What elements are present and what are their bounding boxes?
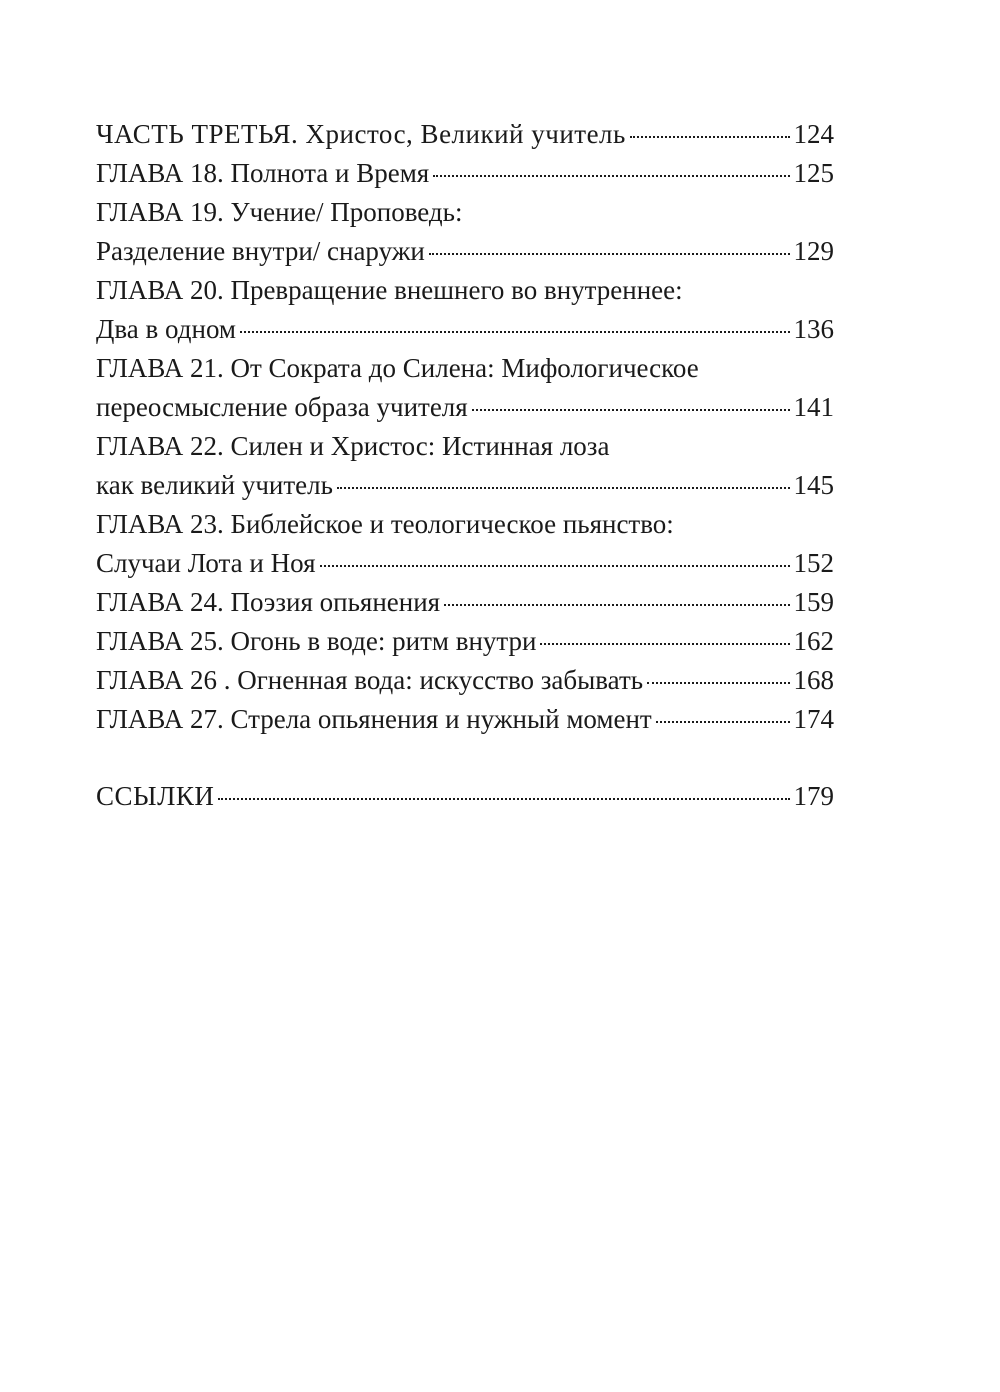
toc-entry-chapter-19 xyxy=(96,193,834,271)
toc-entry-title-continued: Случаи Лота и Ноя xyxy=(96,548,316,578)
toc-entry-title: ГЛАВА 22. Силен и Христос: Истинная лоза xyxy=(96,431,610,461)
dot-leader xyxy=(656,721,790,723)
toc-entry-title: ГЛАВА 27. Стрела опьянения и нужный момент xyxy=(96,704,652,734)
toc-entry-title-continued: переосмысление образа учителя xyxy=(96,392,468,422)
toc-entry-chapter-22 xyxy=(96,427,834,505)
dot-leader xyxy=(647,682,789,684)
toc-entry-chapter-23 xyxy=(96,505,834,583)
toc-page-number: 159 xyxy=(793,587,834,617)
toc-line-first xyxy=(96,271,834,310)
dot-leader xyxy=(472,409,790,411)
toc-entry-references xyxy=(96,777,834,816)
toc-entry-chapter-18 xyxy=(96,154,834,193)
toc-line xyxy=(96,232,834,271)
toc-entry-title: ГЛАВА 19. Учение/ Проповедь: xyxy=(96,197,463,227)
toc-page-number: 168 xyxy=(793,665,834,695)
toc-page-number: 141 xyxy=(793,392,834,422)
toc-entry-title: ГЛАВА 26 . Огненная вода: искусство забывать xyxy=(96,665,644,695)
toc-line-first xyxy=(96,193,834,232)
dot-leader xyxy=(320,565,790,567)
dot-leader xyxy=(630,136,790,138)
toc-line xyxy=(96,622,834,661)
toc-entry-title-continued: Разделение внутри/ снаружи xyxy=(96,236,425,266)
toc-page-number: 145 xyxy=(793,470,834,500)
toc-page-number: 174 xyxy=(793,704,834,734)
toc-line xyxy=(96,661,834,700)
toc-page-number: 179 xyxy=(793,781,834,811)
toc-page-number: 125 xyxy=(793,158,834,188)
dot-leader xyxy=(433,175,789,177)
dot-leader xyxy=(218,798,789,800)
toc-line xyxy=(96,310,834,349)
dot-leader xyxy=(429,253,790,255)
table-of-contents xyxy=(96,115,834,816)
toc-line xyxy=(96,583,834,622)
toc-page-number: 136 xyxy=(793,314,834,344)
dot-leader xyxy=(337,487,790,489)
toc-entry-title-continued: Два в одном xyxy=(96,314,237,344)
dot-leader xyxy=(540,643,789,645)
toc-page-number: 162 xyxy=(793,626,834,656)
toc-entry-title-continued: как великий учитель xyxy=(96,470,333,500)
toc-entry-title: ГЛАВА 23. Библейское и теологическое пьянство: xyxy=(96,509,674,539)
toc-page-number: 129 xyxy=(793,236,834,266)
toc-entry-title: ГЛАВА 21. От Сократа до Силена: Мифологическое xyxy=(96,353,699,383)
toc-line-first xyxy=(96,505,834,544)
toc-page-number: 124 xyxy=(793,119,834,149)
toc-entry-title: ГЛАВА 25. Огонь в воде: ритм внутри xyxy=(96,626,537,656)
toc-line-first xyxy=(96,427,834,466)
toc-line-first xyxy=(96,349,834,388)
toc-entry-title: ССЫЛКИ xyxy=(96,781,215,811)
toc-entry-title: ГЛАВА 24. Поэзия опьянения xyxy=(96,587,441,617)
toc-entry-title: ГЛАВА 20. Превращение внешнего во внутреннее: xyxy=(96,275,683,305)
toc-entry-title: ЧАСТЬ ТРЕТЬЯ. Христос, Великий учитель xyxy=(96,119,626,149)
toc-entry-part-three xyxy=(96,115,834,154)
toc-entry-chapter-25 xyxy=(96,622,834,661)
toc-line xyxy=(96,700,834,739)
toc-entry-chapter-27 xyxy=(96,700,834,739)
toc-line xyxy=(96,115,834,154)
toc-entry-chapter-24 xyxy=(96,583,834,622)
toc-line xyxy=(96,154,834,193)
dot-leader xyxy=(444,604,789,606)
toc-line xyxy=(96,388,834,427)
toc-entry-title: ГЛАВА 18. Полнота и Время xyxy=(96,158,430,188)
toc-entry-chapter-26 xyxy=(96,661,834,700)
toc-line xyxy=(96,777,834,816)
toc-spacer xyxy=(96,739,834,777)
dot-leader xyxy=(240,331,789,333)
toc-entry-chapter-21 xyxy=(96,349,834,427)
toc-line xyxy=(96,544,834,583)
toc-line xyxy=(96,466,834,505)
toc-page-number: 152 xyxy=(793,548,834,578)
toc-entry-chapter-20 xyxy=(96,271,834,349)
